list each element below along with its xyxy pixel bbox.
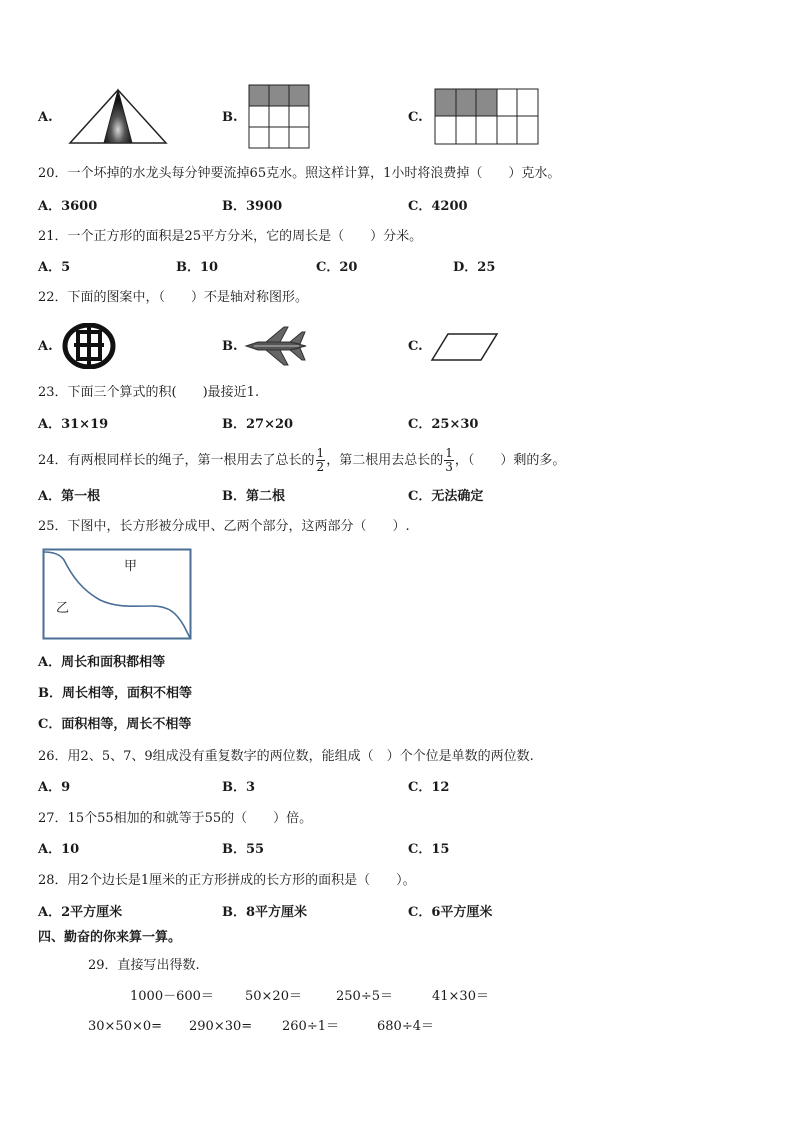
- parallelogram-figure: [430, 332, 500, 362]
- divided-rectangle-figure: [42, 548, 193, 641]
- frac1-denominator: 2: [316, 460, 325, 474]
- q19-option-c-label: C.: [408, 110, 423, 125]
- grid-3x3-figure: [248, 84, 312, 150]
- q22-option-b-label: B.: [222, 339, 238, 354]
- frac2-denominator: 3: [445, 460, 453, 474]
- q19-option-b-label: B.: [222, 110, 238, 125]
- q22-stem: 22．下面的图案中，（ ）不是轴对称图形。: [38, 290, 309, 305]
- q28-option-b: B．8平方厘米: [222, 905, 308, 920]
- q25-stem: 25．下图中，长方形被分成甲、乙两个部分，这两部分（ ）.: [38, 519, 410, 534]
- q24-stem-part1: 24．有两根同样长的绳子，第一根用去了总长的: [38, 453, 315, 468]
- q24-stem-part2: ，第二根用去总长的: [326, 453, 444, 468]
- q25-option-a: A．周长和面积都相等: [38, 655, 166, 670]
- q21-option-c: C．20: [316, 260, 358, 275]
- q27-option-a: A．10: [38, 842, 80, 857]
- calc-row2-item1: 30×50×0=: [88, 1019, 163, 1034]
- q21-option-d: D．25: [453, 260, 496, 275]
- calc-row1-item1: 1000－600＝: [130, 989, 214, 1004]
- q24-stem-part3: ，（ ）剩的多。: [454, 453, 566, 468]
- q23-stem: 23．下面三个算式的积( )最接近1.: [38, 385, 260, 400]
- q23-option-b: B．27×20: [222, 417, 294, 432]
- q28-option-a: A．2平方厘米: [38, 905, 123, 920]
- q24-stem: [38, 446, 565, 476]
- q28-stem: 28．用2个边长是1厘米的正方形拼成的长方形的面积是（ ）。: [38, 873, 416, 888]
- q23-option-a: A．31×19: [38, 417, 109, 432]
- calc-row2-item3: 260÷1＝: [282, 1019, 339, 1034]
- section-4-title: 四、勤奋的你来算一算。: [38, 930, 182, 945]
- q20-stem: 20．一个坏掉的水龙头每分钟要流掉65克水。照这样计算，1小时将浪费掉（ ）克水。: [38, 166, 561, 181]
- grid-5x2-figure: [434, 88, 540, 146]
- frac1-numerator: 1: [316, 446, 325, 460]
- q26-option-c: C．12: [408, 780, 450, 795]
- q19-option-a-label: A.: [38, 110, 53, 125]
- q21-option-b: B．10: [176, 260, 219, 275]
- triangle-figure: [68, 88, 168, 146]
- coin-symbol-icon: [62, 323, 116, 369]
- fraction-one-half: [316, 447, 326, 474]
- q20-option-b: B．3900: [222, 199, 283, 214]
- calc-row1-item2: 50×20＝: [245, 989, 302, 1004]
- calc-row2-item2: 290×30=: [189, 1019, 253, 1034]
- q24-option-b: B．第二根: [222, 489, 285, 504]
- q21-stem: 21．一个正方形的面积是25平方分米，它的周长是（ ）分米。: [38, 229, 423, 244]
- q20-option-a: A．3600: [38, 199, 98, 214]
- calc-row1-item4: 41×30＝: [432, 989, 489, 1004]
- q22-option-a-label: A.: [38, 339, 53, 354]
- q21-option-a: A．5: [38, 260, 71, 275]
- q26-option-a: A．9: [38, 780, 71, 795]
- label-jia: 甲: [124, 559, 138, 574]
- q27-option-b: B．55: [222, 842, 265, 857]
- label-yi: 乙: [56, 601, 70, 616]
- calc-row1-item3: 250÷5＝: [336, 989, 393, 1004]
- q27-stem: 27．15个55相加的和就等于55的（ ）倍。: [38, 811, 313, 826]
- calc-row2-item4: 680÷4＝: [377, 1019, 434, 1034]
- q23-option-c: C．25×30: [408, 417, 479, 432]
- q26-stem: 26．用2、5、7、9组成没有重复数字的两位数，能组成（ ）个个位是单数的两位数.: [38, 749, 534, 764]
- q25-option-c: C．面积相等，周长不相等: [38, 717, 192, 732]
- fraction-one-third: [444, 447, 454, 474]
- q24-option-a: A．第一根: [38, 489, 101, 504]
- q29-stem: 29．直接写出得数.: [88, 958, 200, 973]
- q22-option-c-label: C.: [408, 339, 423, 354]
- airplane-icon: [244, 324, 310, 368]
- q26-option-b: B．3: [222, 780, 256, 795]
- q24-option-c: C．无法确定: [408, 489, 484, 504]
- q27-option-c: C．15: [408, 842, 450, 857]
- q28-option-c: C．6平方厘米: [408, 905, 493, 920]
- q25-option-b: B．周长相等，面积不相等: [38, 686, 192, 701]
- q20-option-c: C．4200: [408, 199, 468, 214]
- frac2-numerator: 1: [445, 446, 453, 460]
